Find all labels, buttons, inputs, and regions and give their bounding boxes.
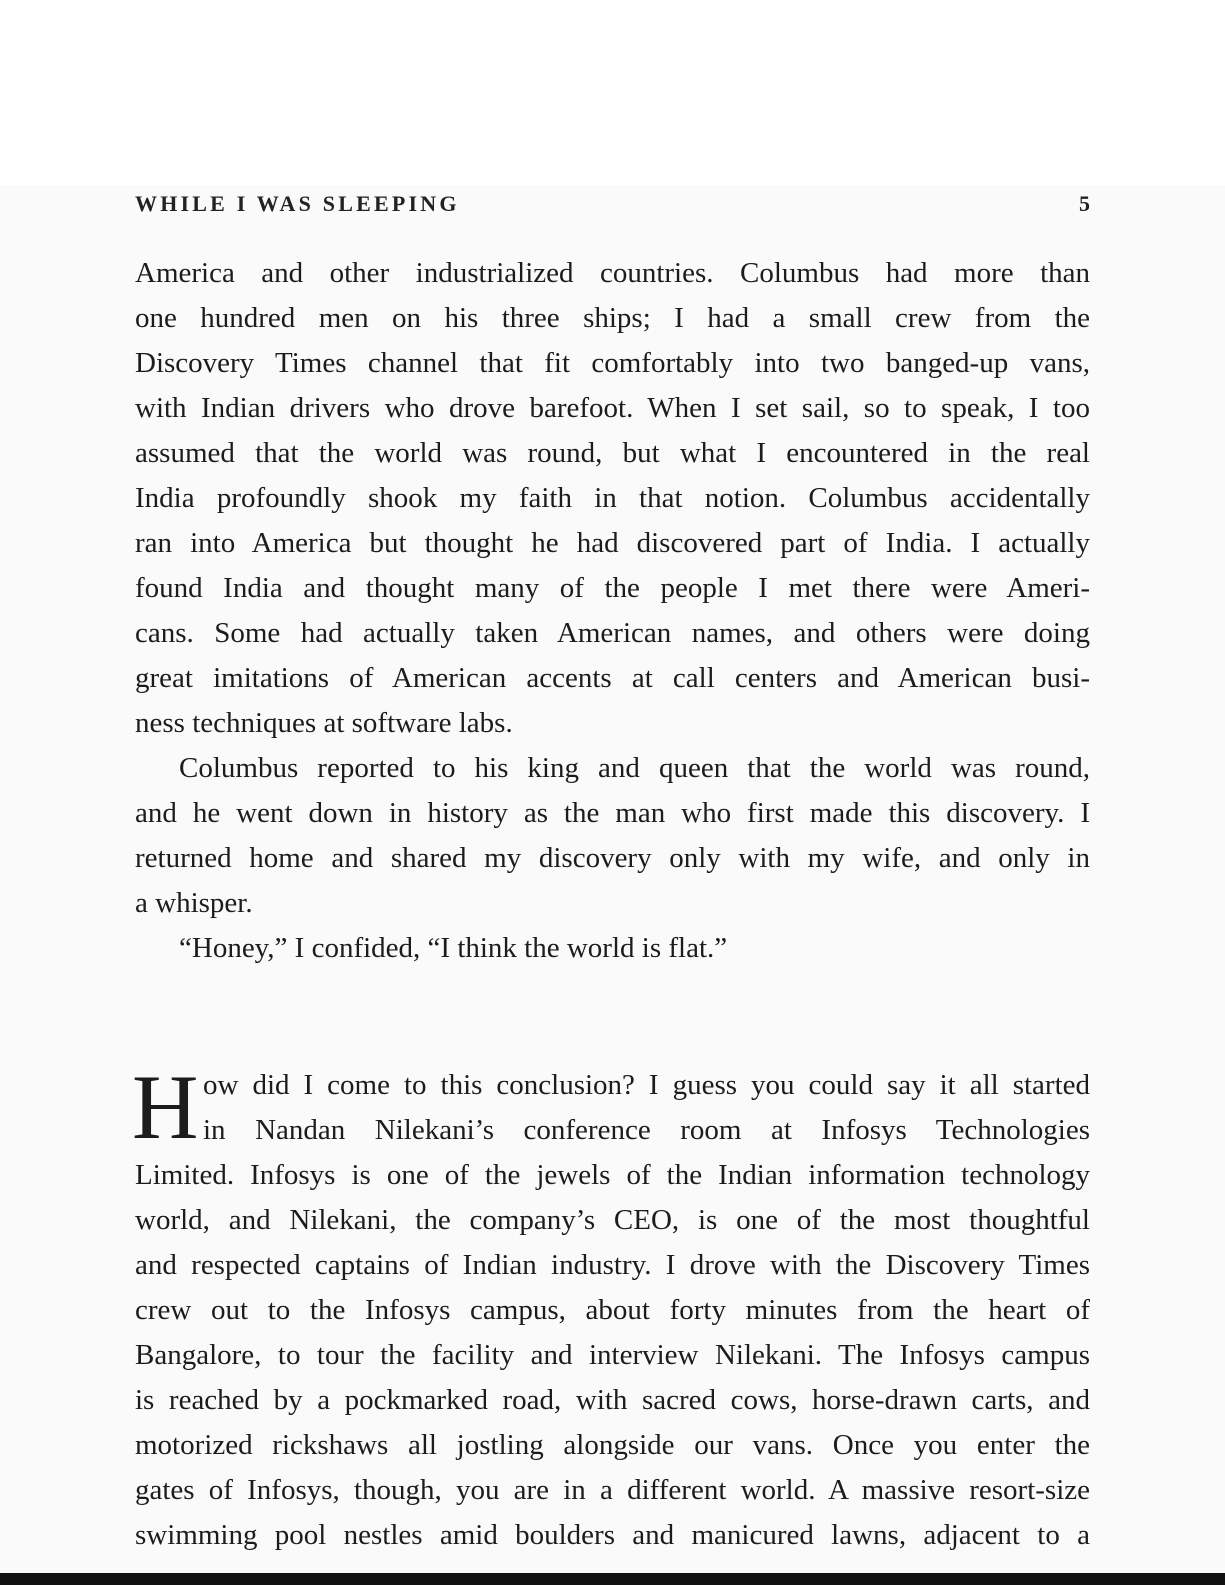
text-line: world, and Nilekani, the company’s CEO, is one of the most thoughtful xyxy=(135,1204,1090,1236)
bottom-rule xyxy=(0,1573,1225,1585)
text-line: India profoundly shook my faith in that notion. Columbus accidentally xyxy=(135,482,1090,514)
text-line: is reached by a pockmarked road, with sacred cows, horse-drawn carts, and xyxy=(135,1384,1090,1416)
text-line: assumed that the world was round, but what I encountered in the real xyxy=(135,437,1090,469)
text-line: crew out to the Infosys campus, about forty minutes from the heart of xyxy=(135,1294,1090,1326)
text-line: cans. Some had actually taken American names, and others were doing xyxy=(135,617,1090,649)
text-line: and respected captains of Indian industry. I drove with the Discovery Times xyxy=(135,1249,1090,1281)
text-line: Columbus reported to his king and queen that the world was round, xyxy=(179,752,1090,784)
text-line: with Indian drivers who drove barefoot. When I set sail, so to speak, I too xyxy=(135,392,1090,424)
text-line: ow did I come to this conclusion? I guess you could say it all started xyxy=(203,1069,1090,1101)
text-line: ness techniques at software labs. xyxy=(135,707,513,739)
running-head xyxy=(135,190,1090,218)
text-line: found India and thought many of the people I met there were Ameri- xyxy=(135,572,1090,604)
text-line: America and other industrialized countries. Columbus had more than xyxy=(135,257,1090,289)
text-line: Limited. Infosys is one of the jewels of the Indian information technology xyxy=(135,1159,1090,1191)
text-line: ran into America but thought he had discovered part of India. I actually xyxy=(135,527,1090,559)
section-one-text xyxy=(135,251,1090,971)
text-line: Bangalore, to tour the facility and interview Nilekani. The Infosys campus xyxy=(135,1339,1090,1371)
text-line: returned home and shared my discovery only with my wife, and only in xyxy=(135,842,1090,874)
text-line: a whisper. xyxy=(135,887,253,919)
text-line: one hundred men on his three ships; I had a small crew from the xyxy=(135,302,1090,334)
text-line: swimming pool nestles amid boulders and manicured lawns, adjacent to a xyxy=(135,1519,1090,1551)
page-number: 5 xyxy=(1079,191,1090,216)
text-line: in Nandan Nilekani’s conference room at Infosys Technologies xyxy=(203,1114,1090,1146)
text-line: gates of Infosys, though, you are in a different world. A massive resort-size xyxy=(135,1474,1090,1506)
drop-cap: H xyxy=(132,1056,199,1158)
text-line: and he went down in history as the man who first made this discovery. I xyxy=(135,797,1090,829)
text-line: motorized rickshaws all jostling alongside our vans. Once you enter the xyxy=(135,1429,1090,1461)
text-line: Discovery Times channel that fit comfortably into two banged-up vans, xyxy=(135,347,1090,379)
running-title: WHILE I WAS SLEEPING xyxy=(135,191,460,216)
drop-cap-paragraph-start xyxy=(132,1056,1090,1158)
section-two-text xyxy=(132,1056,1090,1558)
text-line: “Honey,” I confided, “I think the world is flat.” xyxy=(179,932,728,964)
text-line: great imitations of American accents at call centers and American busi- xyxy=(135,662,1090,694)
